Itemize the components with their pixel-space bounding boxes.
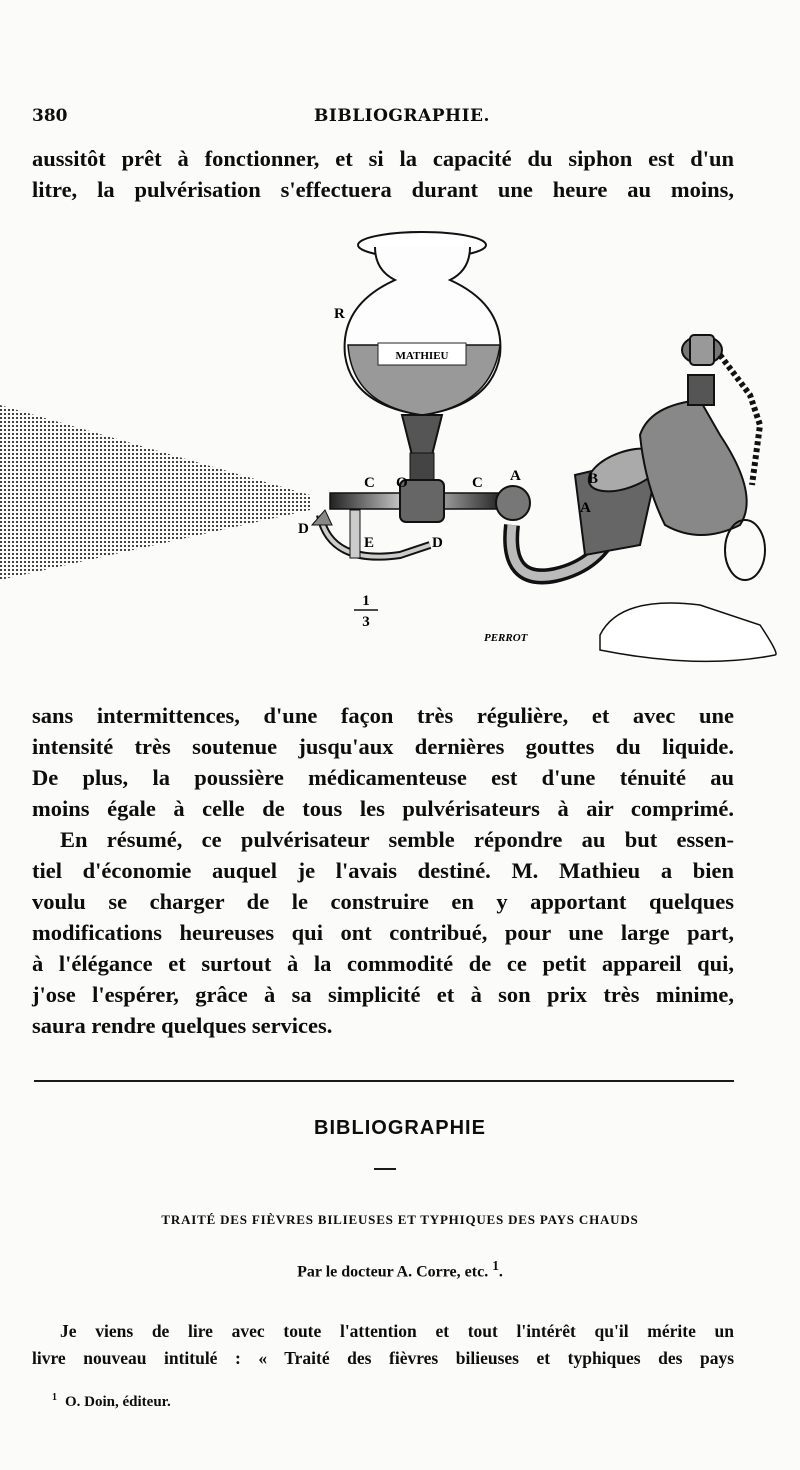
- title-dash: [374, 1168, 396, 1170]
- text-line: moins égale à celle de tous les pulvérisateurs à air comprimé.: [32, 796, 734, 821]
- text-line: intensité très soutenue jusqu'aux dernières gouttes du liquide.: [32, 734, 734, 759]
- page-number: 380: [32, 106, 68, 126]
- footnote: [52, 1392, 171, 1411]
- flask-label: MATHIEU: [395, 350, 449, 362]
- author-line: Par le docteur A. Corre, etc.: [297, 1263, 489, 1281]
- fig-label-e: E: [364, 535, 375, 551]
- book-author: Par le docteur A. Corre, etc. $^1$.: [297, 1258, 503, 1281]
- text-line: En résumé, ce pulvérisateur semble répondre au but essen-: [60, 827, 734, 852]
- scale-numerator: 1: [362, 593, 370, 609]
- footnote-ref: 1: [492, 1258, 499, 1273]
- fig-label-d-right: D: [432, 535, 443, 551]
- text-line: modifications heureuses qui ont contribué, pour une large part,: [32, 920, 734, 945]
- paragraph-top: [32, 143, 734, 205]
- section-title: BIBLIOGRAPHIE: [314, 1117, 486, 1139]
- fig-label-r: R: [334, 306, 345, 322]
- text-line: voulu se charger de le construire en y apportant quelques: [32, 889, 734, 914]
- glass-flask: [345, 232, 501, 483]
- fig-label-a-right: A: [580, 500, 591, 516]
- sprayer-illustration: [0, 225, 790, 685]
- fig-label-a-mid: A: [510, 468, 521, 484]
- spray-cone: [0, 405, 310, 580]
- fig-label-o: O: [396, 475, 408, 491]
- text-line: Je viens de lire avec toute l'attention et tout l'intérêt qu'il mérite un: [60, 1321, 734, 1341]
- book-title: TRAITÉ DES FIÈVRES BILIEUSES ET TYPHIQUES DES PAYS CHAUDS: [161, 1212, 639, 1227]
- text-line: sans intermittences, d'une façon très régulière, et avec une: [32, 703, 734, 728]
- text-line: saura rendre quelques services.: [32, 1013, 333, 1038]
- text-line: livre nouveau intitulé : « Traité des fièvres bilieuses et typhiques des pays: [32, 1348, 734, 1368]
- text-line: à l'élégance et surtout à la commodité de ce petit appareil qui,: [32, 951, 734, 976]
- text-line: litre, la pulvérisation s'effectuera durant une heure au moins,: [32, 177, 734, 202]
- paragraph-main: [32, 700, 734, 1041]
- fig-label-d-left: D: [298, 521, 309, 537]
- text-line: j'ose l'espérer, grâce à sa simplicité et à son prix très minime,: [32, 982, 734, 1007]
- text-line: De plus, la poussière médicamenteuse est d'une ténuité au: [32, 765, 734, 790]
- section-divider: [34, 1080, 734, 1082]
- running-header: [32, 106, 732, 132]
- review-text: [32, 1318, 734, 1372]
- engraver-signature: PERROT: [484, 632, 528, 644]
- tube-assembly: [312, 480, 530, 558]
- footnote-number: 1: [52, 1392, 57, 1403]
- scale-denominator: 3: [362, 614, 370, 630]
- fig-label-c-left: C: [364, 475, 375, 491]
- fig-label-b: B: [588, 471, 599, 487]
- text-line: aussitôt prêt à fonctionner, et si la capacité du siphon est d'un: [32, 146, 734, 171]
- text-line: tiel d'économie auquel je l'avais destiné. M. Mathieu a bien: [32, 858, 734, 883]
- fig-label-c-right: C: [472, 475, 483, 491]
- footnote-text: O. Doin, éditeur.: [65, 1394, 171, 1410]
- running-title: BIBLIOGRAPHIE.: [314, 106, 490, 126]
